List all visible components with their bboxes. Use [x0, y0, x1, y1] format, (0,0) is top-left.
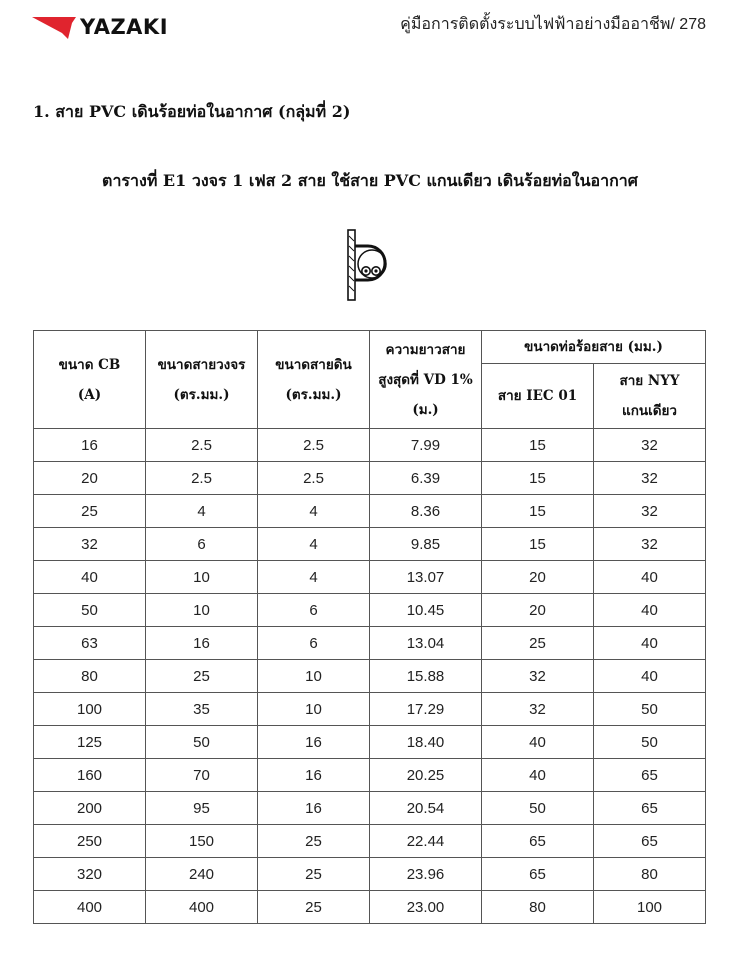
cell-ground-wire: 25: [258, 891, 370, 924]
cell-ground-wire: 25: [258, 858, 370, 891]
header-conduit-size-group: ขนาดท่อร้อยสาย (มม.): [482, 331, 706, 364]
table-row: [34, 825, 706, 858]
cell-cb-size: 20: [34, 462, 146, 495]
table-row: [34, 726, 706, 759]
table-row: [34, 759, 706, 792]
cell-cb-size: 25: [34, 495, 146, 528]
cell-iec01-conduit: 15: [482, 495, 594, 528]
cell-nyy-conduit: 40: [594, 660, 706, 693]
cell-max-length: 9.85: [370, 528, 482, 561]
cell-ground-wire: 10: [258, 693, 370, 726]
cell-ground-wire: 2.5: [258, 429, 370, 462]
cell-circuit-wire: 400: [146, 891, 258, 924]
cell-cb-size: 63: [34, 627, 146, 660]
cell-max-length: 22.44: [370, 825, 482, 858]
cell-nyy-conduit: 80: [594, 858, 706, 891]
cell-cb-size: 400: [34, 891, 146, 924]
cell-max-length: 15.88: [370, 660, 482, 693]
cell-max-length: 18.40: [370, 726, 482, 759]
cell-max-length: 20.25: [370, 759, 482, 792]
cable-sizing-table: [33, 330, 706, 924]
table-row: [34, 627, 706, 660]
cell-cb-size: 160: [34, 759, 146, 792]
table-row: [34, 561, 706, 594]
cell-iec01-conduit: 20: [482, 594, 594, 627]
header-cb-size: ขนาด CB (A): [34, 331, 146, 429]
cell-circuit-wire: 150: [146, 825, 258, 858]
cell-circuit-wire: 10: [146, 561, 258, 594]
cell-cb-size: 80: [34, 660, 146, 693]
cell-max-length: 23.96: [370, 858, 482, 891]
cell-iec01-conduit: 25: [482, 627, 594, 660]
section-heading: 1. สาย PVC เดินร้อยท่อในอากาศ (กลุ่มที่ 2): [33, 102, 351, 121]
cell-max-length: 17.29: [370, 693, 482, 726]
cell-nyy-conduit: 50: [594, 693, 706, 726]
header-iec01-conduit: สาย IEC 01: [482, 364, 594, 429]
cell-nyy-conduit: 40: [594, 561, 706, 594]
cell-nyy-conduit: 32: [594, 462, 706, 495]
cell-circuit-wire: 95: [146, 792, 258, 825]
cell-max-length: 20.54: [370, 792, 482, 825]
cell-ground-wire: 10: [258, 660, 370, 693]
cell-ground-wire: 2.5: [258, 462, 370, 495]
cell-iec01-conduit: 15: [482, 528, 594, 561]
cell-cb-size: 100: [34, 693, 146, 726]
cell-iec01-conduit: 65: [482, 825, 594, 858]
table-row: [34, 693, 706, 726]
cell-max-length: 13.07: [370, 561, 482, 594]
cell-nyy-conduit: 32: [594, 528, 706, 561]
cell-ground-wire: 6: [258, 627, 370, 660]
cell-max-length: 7.99: [370, 429, 482, 462]
cell-max-length: 10.45: [370, 594, 482, 627]
cell-circuit-wire: 6: [146, 528, 258, 561]
cell-ground-wire: 4: [258, 495, 370, 528]
cell-iec01-conduit: 40: [482, 759, 594, 792]
cell-iec01-conduit: 50: [482, 792, 594, 825]
cell-circuit-wire: 4: [146, 495, 258, 528]
cell-nyy-conduit: 40: [594, 594, 706, 627]
cell-cb-size: 200: [34, 792, 146, 825]
cell-nyy-conduit: 100: [594, 891, 706, 924]
cell-ground-wire: 6: [258, 594, 370, 627]
cell-circuit-wire: 10: [146, 594, 258, 627]
yazaki-logo: [32, 14, 168, 40]
cell-ground-wire: 4: [258, 528, 370, 561]
cell-cb-size: 50: [34, 594, 146, 627]
cell-cb-size: 40: [34, 561, 146, 594]
cell-circuit-wire: 16: [146, 627, 258, 660]
cell-nyy-conduit: 65: [594, 792, 706, 825]
cell-cb-size: 125: [34, 726, 146, 759]
cell-iec01-conduit: 80: [482, 891, 594, 924]
cell-ground-wire: 4: [258, 561, 370, 594]
cell-max-length: 8.36: [370, 495, 482, 528]
table-row: [34, 462, 706, 495]
cell-max-length: 23.00: [370, 891, 482, 924]
cell-iec01-conduit: 15: [482, 462, 594, 495]
cell-nyy-conduit: 65: [594, 759, 706, 792]
table-body: [34, 429, 706, 924]
cell-circuit-wire: 240: [146, 858, 258, 891]
cell-max-length: 13.04: [370, 627, 482, 660]
header-ground-wire-size: ขนาดสายดิน (ตร.มม.): [258, 331, 370, 429]
cell-circuit-wire: 50: [146, 726, 258, 759]
cell-nyy-conduit: 40: [594, 627, 706, 660]
cell-circuit-wire: 2.5: [146, 429, 258, 462]
cell-cb-size: 320: [34, 858, 146, 891]
cell-iec01-conduit: 32: [482, 660, 594, 693]
cell-ground-wire: 25: [258, 825, 370, 858]
cell-iec01-conduit: 40: [482, 726, 594, 759]
cell-nyy-conduit: 65: [594, 825, 706, 858]
cell-cb-size: 32: [34, 528, 146, 561]
table-caption: ตารางที่ E1 วงจร 1 เฟส 2 สาย ใช้สาย PVC แกนเดียว เดินร้อยท่อในอากาศ: [102, 171, 638, 190]
cell-ground-wire: 16: [258, 792, 370, 825]
table-row: [34, 858, 706, 891]
cell-iec01-conduit: 32: [482, 693, 594, 726]
cell-iec01-conduit: 20: [482, 561, 594, 594]
table-row: [34, 660, 706, 693]
table-row: [34, 429, 706, 462]
conduit-with-two-cables-on-wall-icon: [344, 228, 396, 302]
table-row: [34, 528, 706, 561]
header-circuit-wire-size: ขนาดสายวงจร (ตร.มม.): [146, 331, 258, 429]
cell-nyy-conduit: 32: [594, 429, 706, 462]
brand-name: YAZAKI: [80, 15, 169, 39]
table-row: [34, 891, 706, 924]
cell-iec01-conduit: 65: [482, 858, 594, 891]
table-row: [34, 495, 706, 528]
table-row: [34, 594, 706, 627]
cell-circuit-wire: 70: [146, 759, 258, 792]
cell-circuit-wire: 2.5: [146, 462, 258, 495]
cell-circuit-wire: 25: [146, 660, 258, 693]
cell-ground-wire: 16: [258, 726, 370, 759]
cell-cb-size: 250: [34, 825, 146, 858]
cell-max-length: 6.39: [370, 462, 482, 495]
cell-nyy-conduit: 32: [594, 495, 706, 528]
cell-nyy-conduit: 50: [594, 726, 706, 759]
yazaki-logo-mark-icon: [32, 15, 76, 39]
cell-cb-size: 16: [34, 429, 146, 462]
document-title: คู่มือการติดตั้งระบบไฟฟ้าอย่างมืออาชีพ/ 278: [400, 16, 706, 33]
page-header: [0, 0, 740, 50]
header-max-length: ความยาวสาย สูงสุดที่ VD 1% (ม.): [370, 331, 482, 429]
table-row: [34, 792, 706, 825]
header-nyy-conduit: สาย NYY แกนเดียว: [594, 364, 706, 429]
cell-iec01-conduit: 15: [482, 429, 594, 462]
cell-ground-wire: 16: [258, 759, 370, 792]
cell-circuit-wire: 35: [146, 693, 258, 726]
